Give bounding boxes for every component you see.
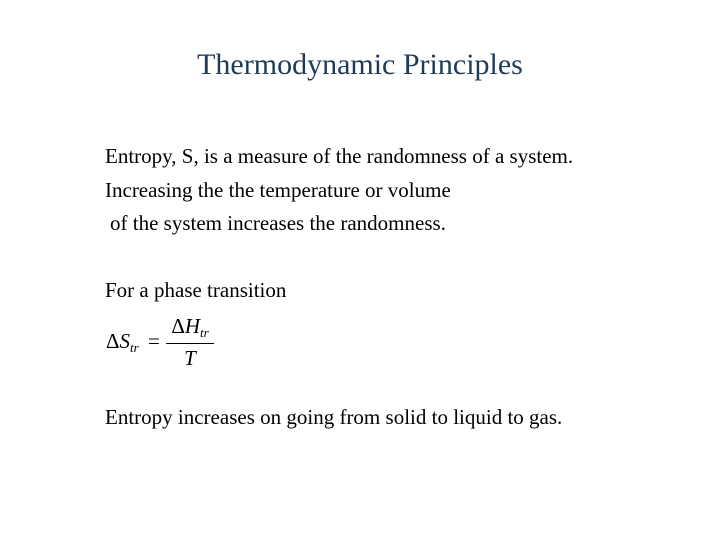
formula-fraction [166,313,214,371]
formula-numerator-subscript: tr [200,325,209,340]
entropy-definition-line-1: Entropy, S, is a measure of the randomness of a system. [105,144,574,168]
formula-equals-sign: = [148,329,160,353]
formula-denominator: T [184,346,196,370]
formula-delta-numerator: Δ [171,314,185,338]
formula-fraction-bar [166,343,214,344]
formula-delta-lhs: Δ [106,329,120,353]
entropy-definition-line-3: of the system increases the randomness. [110,211,446,235]
entropy-conclusion: Entropy increases on going from solid to liquid to gas. [105,405,563,429]
phase-transition-intro: For a phase transition [105,278,287,302]
formula-numerator [166,313,214,342]
entropy-definition-line-2: Increasing the the temperature or volume [105,178,451,202]
formula-lhs-subscript: tr [130,340,139,355]
formula-entropy-symbol: S [119,329,131,353]
slide-title: Thermodynamic Principles [197,48,523,81]
formula-enthalpy-symbol: H [184,314,200,338]
formula-lhs [106,329,139,354]
